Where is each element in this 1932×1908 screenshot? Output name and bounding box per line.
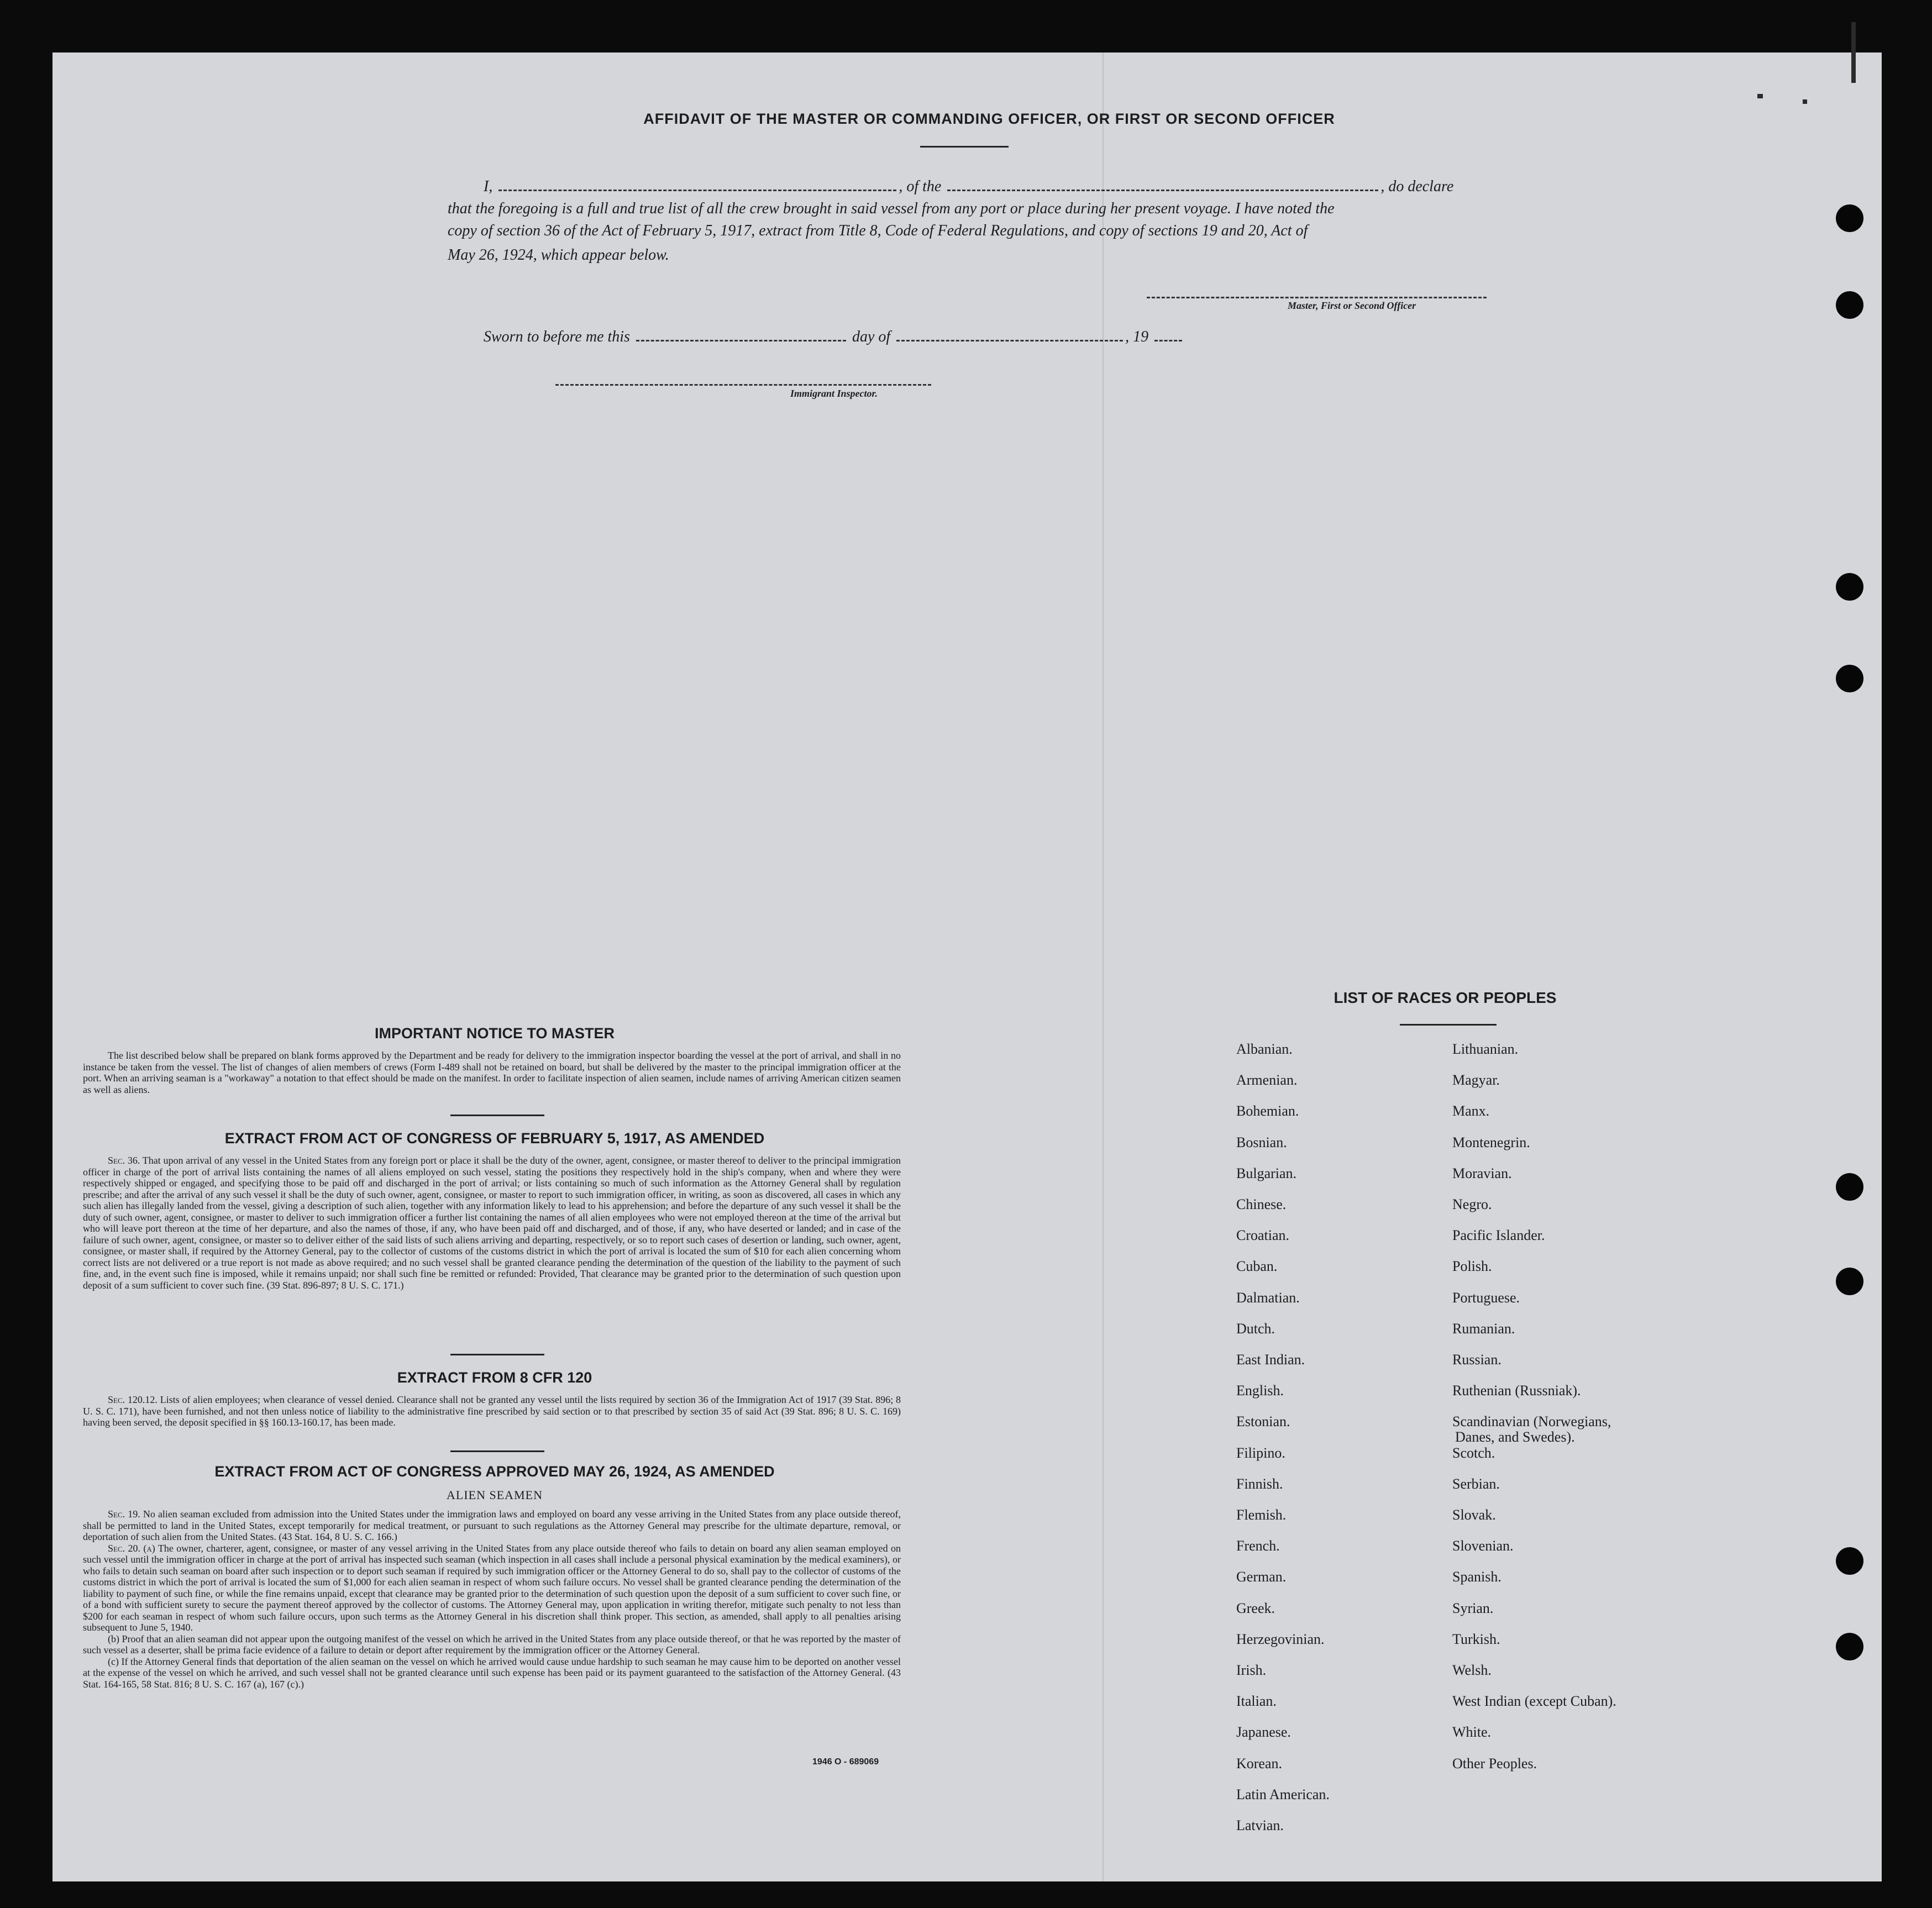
ink-mark — [1757, 94, 1763, 98]
ink-mark — [1803, 99, 1807, 104]
sec-20a-label: Sec. 20. (a) — [108, 1542, 155, 1554]
race-item: Montenegrin. — [1452, 1134, 1530, 1150]
sec-19-text: No alien seaman excluded from admission into the United States under the immigration laws and employed on board any vesse arriving in the United States from any place outside thereof, shall be permitted to land in the United States, except temporarily for medical treatment, or pursuant to such regulations as the Attorney General may prescribe for the ultimate departure, removal, or deportation of such alien from the United States. (43 Stat. 164, 8 U. S. C. 166.) — [83, 1508, 901, 1542]
race-item: Polish. — [1452, 1258, 1492, 1275]
ink-mark — [1851, 22, 1856, 83]
race-item: Japanese. — [1236, 1724, 1291, 1741]
punch-hole — [1836, 665, 1863, 692]
affidavit-title: AFFIDAVIT OF THE MASTER OR COMMANDING OFFICER, OR FIRST OR SECOND OFFICER — [643, 111, 1335, 127]
race-item: Magyar. — [1452, 1072, 1500, 1089]
master-caption: Master, First or Second Officer — [1288, 300, 1416, 311]
race-item: Irish. — [1236, 1662, 1267, 1678]
sworn-month-blank[interactable] — [896, 340, 1123, 341]
race-item: Croatian. — [1236, 1227, 1290, 1244]
inspector-caption: Immigrant Inspector. — [790, 388, 878, 399]
affidavit-i: I, — [484, 178, 493, 195]
race-item: Cuban. — [1236, 1258, 1278, 1275]
race-item: Welsh. — [1452, 1662, 1492, 1678]
sec-36-text: That upon arrival of any vessel in the United States from any foreign port or place it shall be the duty of the owner, agent, consignee, or master thereof to deliver to the principal immigration officer in charge of the port of arrival lists containing the names of all aliens employed on such vessel, stating the positions they respectively hold in the ship's company, when and where they were respectively shipped or engaged, and specifying those to be paid off and discharged in the port of arrival; or lists containing so much of such information as the Attorney General shall by regulation prescribe; and after the arrival of any such vessel it shall be the duty of such owner, agent, consignee, or master to report to such immigration officer, in writing, as soon as discovered, all cases in which any such alien has illegally landed from the vessel, giving a description of such alien, together with any information likely to lead to his apprehension; and before the departure of any such vessel it shall be the duty of such owner, agent, consignee, or master to deliver to such immigration officer a further list containing the names of all alien employees who were not employed thereon at the time of the arrival but who will leave port thereon at the time of her departure, and also the names of those, if any, who have been paid off and discharged, and of those, if any, who have deserted or landed; and in case of the failure of such owner, agent, consignee, or master so to deliver either of the said lists of such aliens arriving and departing, respectively, or so to report such cases of desertion or landing, such owner, agent, consignee, or master shall, if required by the Attorney General, pay to the collector of customs of the customs district in which the port of arrival is located the sum of $10 for each alien concerning whom correct lists are not delivered or a true report is not made as above required; and no such vessel shall be granted clearance pending the determination of the question of the liability to the payment of such fine, and, in the event such fine is imposed, while it remains unpaid; nor shall such fine be remitted or refunded: Provided, That clearance may be granted prior to the determination of such question upon deposit of a sum sufficient to cover such fine. (39 Stat. 896-897; 8 U. S. C. 171.) — [83, 1155, 901, 1291]
race-item: West Indian (except Cuban). — [1452, 1693, 1616, 1710]
race-item: Ruthenian (Russniak). — [1452, 1383, 1581, 1399]
race-item: Scandinavian (Norwegians, — [1452, 1413, 1611, 1430]
race-item: Negro. — [1452, 1196, 1492, 1212]
race-item: Scotch. — [1452, 1444, 1495, 1461]
sec-20b-text: (b) Proof that an alien seaman did not appear upon the outgoing manifest of the vessel on which he arrived in the United States from any place outside thereof, or that he was reported by the master of such vessel as a deserter, shall be prima facie evidence of a failure to detain or deport after requirement by the immigration officer or the Attorney General. — [83, 1633, 901, 1655]
sec-20c-text: (c) If the Attorney General finds that deportation of the alien seaman on the vessel on which he arrived would cause undue hardship to such seaman he may cause him to be deported on another vessel at the expense of the vessel on which he arrived, and such vessel shall not be granted clearance until such expense has been paid or its payment guaranteed to the satisfaction of the Attorney General. (43 Stat. 164-165, 58 Stat. 816; 8 U. S. C. 167 (a), 167 (c).) — [83, 1655, 901, 1690]
master-signature-line[interactable] — [1147, 297, 1487, 298]
sworn-day-blank[interactable] — [636, 340, 846, 341]
punch-hole — [1836, 1547, 1863, 1575]
punch-hole — [1836, 1173, 1863, 1201]
sec-20a-text: The owner, charterer, agent, consignee, or master of any vessel arriving in the United States from any place outside thereof who fails to detain on board any alien seaman employed on such vessel until the immigration officer in charge at the port of arrival has inspected such seaman (which inspection in all cases shall include a personal physical examination by the medical examiners), or who fails to detain such seaman on board after such inspection or to deport such seaman if required by such immigration officer or the Attorney General to do so, shall pay to the collector of customs of the customs district in which the port of arrival is located the sum of $1,000 for each alien seaman in respect of whom such failure occurs. No vessel shall be granted clearance pending the determination of the liability to payment of such fine, or while the fine remains unpaid, except that clearance may be granted prior to the determination of such question upon the deposit of a sum sufficient to cover such fine, or of a bond with sufficient surety to secure the payment thereof approved by the collector of customs. The Attorney General may, upon application in writing therefor, mitigate such penalty to not less than $200 for each seaman in respect of whom such failure occurs, upon such terms as the Attorney General in his discretion shall think proper. This section, as amended, shall apply to all penalties arising subsequent to June 5, 1940. — [83, 1542, 901, 1633]
race-item: Pacific Islander. — [1452, 1227, 1545, 1244]
divider — [450, 1115, 544, 1116]
race-item: Lithuanian. — [1452, 1041, 1519, 1057]
print-code: 1946 O - 689069 — [812, 1757, 879, 1767]
affidavit-line-4: May 26, 1924, which appear below. — [448, 246, 669, 264]
race-item: Finnish. — [1236, 1475, 1283, 1492]
race-item: Slovak. — [1452, 1507, 1496, 1523]
race-item: Bulgarian. — [1236, 1165, 1297, 1181]
race-item: Armenian. — [1236, 1072, 1298, 1089]
extract-cfr-body — [83, 1394, 901, 1428]
divider — [450, 1450, 544, 1452]
race-item: Moravian. — [1452, 1165, 1512, 1181]
race-item: Other Peoples. — [1452, 1755, 1537, 1772]
divider — [450, 1354, 544, 1355]
notice-text: The list described below shall be prepared on blank forms approved by the Department and be ready for delivery to the immigration inspector boarding the vessel at the port of arrival, and shall in no instance be taken from the vessel. The list of changes of alien members of crews (Form I-489 shall not be retained on board, but shall be delivered by the master to the principal immigration officer at the port. When an arriving seaman is a "workaway" a notation to that effect should be made on the manifest. In order to facilitate inspection of alien seamen, include names of arriving American citizen seamen as well as aliens. — [83, 1050, 901, 1095]
title-underline — [920, 146, 1009, 148]
race-item: Chinese. — [1236, 1196, 1287, 1212]
punch-hole — [1836, 204, 1863, 232]
sec-36-label: Sec. 36. — [108, 1155, 140, 1166]
extract-cfr-title: EXTRACT FROM 8 CFR 120 — [397, 1369, 592, 1386]
race-item: French. — [1236, 1538, 1280, 1554]
race-item: White. — [1452, 1724, 1492, 1741]
race-item: English. — [1236, 1383, 1284, 1399]
sworn-prefix: Sworn to before me this — [484, 328, 630, 345]
race-item: East Indian. — [1236, 1352, 1305, 1368]
race-item: Portuguese. — [1452, 1289, 1520, 1306]
sworn-day-of: day of — [852, 328, 891, 345]
race-item: Russian. — [1452, 1352, 1502, 1368]
races-title: LIST OF RACES OR PEOPLES — [1334, 989, 1557, 1006]
race-item: Flemish. — [1236, 1507, 1287, 1523]
race-item: Latin American. — [1236, 1786, 1330, 1802]
race-item: Latvian. — [1236, 1817, 1284, 1833]
race-item: Bohemian. — [1236, 1103, 1299, 1119]
affidavit-line-2: that the foregoing is a full and true list of all the crew brought in said vessel from any port or place during her present voyage. I have noted the — [448, 200, 1335, 217]
affidavit-line-3: copy of section 36 of the Act of February 5, 1917, extract from Title 8, Code of Federal Regulations, and copy of sections 19 and 20, Act of — [448, 222, 1308, 239]
race-item: Serbian. — [1452, 1475, 1500, 1492]
extract-1917-body — [83, 1155, 901, 1291]
race-item: Slovenian. — [1452, 1538, 1514, 1554]
notice-title: IMPORTANT NOTICE TO MASTER — [375, 1025, 615, 1042]
affidavit-of-the: , of the — [899, 178, 942, 195]
sworn-year: , 19 — [1125, 328, 1149, 345]
race-item: Korean. — [1236, 1755, 1283, 1772]
race-item: Syrian. — [1452, 1600, 1494, 1616]
sworn-line — [484, 326, 1184, 348]
race-item: Estonian. — [1236, 1413, 1290, 1430]
punch-hole — [1836, 291, 1863, 319]
race-item: Manx. — [1452, 1103, 1490, 1119]
notice-body — [83, 1050, 901, 1095]
sec-120-label: Sec. 120.12. — [108, 1394, 158, 1405]
extract-1924-title: EXTRACT FROM ACT OF CONGRESS APPROVED MAY 26, 1924, AS AMENDED — [214, 1463, 775, 1480]
race-item: Dutch. — [1236, 1320, 1275, 1337]
race-item: Spanish. — [1452, 1569, 1502, 1585]
extract-1917-title: EXTRACT FROM ACT OF CONGRESS OF FEBRUARY 5, 1917, AS AMENDED — [224, 1130, 765, 1147]
punch-hole — [1836, 573, 1863, 601]
alien-seamen-subtitle: ALIEN SEAMEN — [447, 1488, 543, 1502]
punch-hole — [1836, 1633, 1863, 1660]
race-item: Herzegovinian. — [1236, 1631, 1325, 1647]
sec-120-text: Lists of alien employees; when clearance of vessel denied. Clearance shall not be granted any vessel until the lists required by section 36 of the Immigration Act of 1917 (39 Stat. 896; 8 U. S. C. 171), have been furnished, and not then unless notice of liability to the administrative fine prescribed by said section or to that prescribed by section 35 of said Act (39 Stat. 896; 8 U. S. C. 169) having been served, the deposit specified in §§ 160.13-160.17, has been made. — [83, 1394, 901, 1428]
race-item: Albanian. — [1236, 1041, 1293, 1057]
vessel-blank[interactable] — [947, 190, 1378, 191]
race-item: German. — [1236, 1569, 1287, 1585]
race-item: Danes, and Swedes). — [1455, 1429, 1575, 1446]
races-underline — [1400, 1024, 1497, 1026]
affidavit-declare: , do declare — [1380, 178, 1454, 195]
inspector-signature-line[interactable] — [555, 384, 931, 386]
race-item: Bosnian. — [1236, 1134, 1287, 1150]
sec-19-label: Sec. 19. — [108, 1508, 140, 1520]
race-item: Italian. — [1236, 1693, 1277, 1710]
race-item: Greek. — [1236, 1600, 1275, 1616]
punch-hole — [1836, 1268, 1863, 1295]
race-item: Filipino. — [1236, 1444, 1285, 1461]
race-item: Turkish. — [1452, 1631, 1500, 1647]
name-blank[interactable] — [498, 190, 896, 191]
sworn-year-blank[interactable] — [1154, 340, 1182, 341]
race-item: Rumanian. — [1452, 1320, 1515, 1337]
affidavit-line-1 — [484, 176, 1489, 198]
race-item: Dalmatian. — [1236, 1289, 1300, 1306]
extract-1924-body — [83, 1508, 901, 1690]
